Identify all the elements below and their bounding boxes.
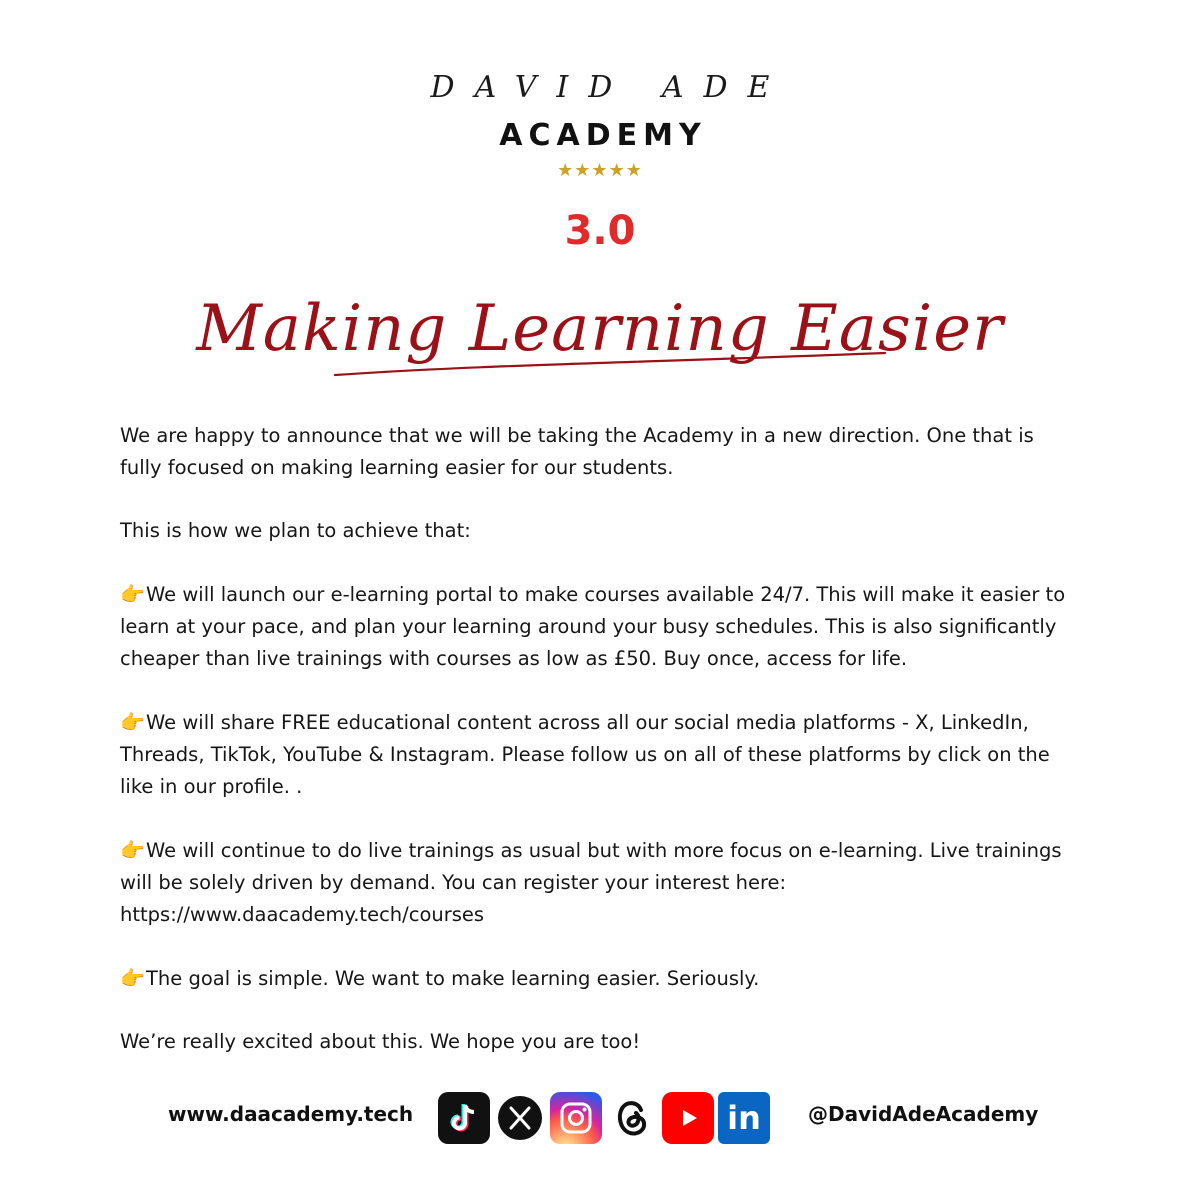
brand-name-academy: ACADEMY — [499, 118, 707, 153]
rating-stars: ★★★★★ — [557, 160, 643, 181]
bullet-text: The goal is simple. We want to make learning easier. Seriously. — [146, 967, 760, 990]
point-right-icon: 👉 — [120, 838, 145, 862]
linkedin-icon[interactable] — [718, 1092, 770, 1144]
announcement-body — [120, 420, 1080, 1089]
tagline-swoosh-decoration — [330, 345, 890, 385]
point-right-icon: 👉 — [120, 966, 145, 990]
point-right-icon: 👉 — [120, 582, 145, 606]
website-link[interactable]: www.daacademy.tech — [168, 1102, 414, 1126]
version-number: 3.0 — [564, 208, 636, 254]
linkedin-icon-text: in — [727, 1099, 761, 1137]
bullet-text: We will launch our e-learning portal to make courses available 24/7. This will make it easier to learn at your pace, and plan your learning around your busy schedules. This is also significantly cheaper than live trainings with courses as low as £50. Buy once, access for life. — [120, 583, 1066, 670]
bullet-item — [120, 578, 1080, 675]
intro-paragraph: We are happy to announce that we will be taking the Academy in a new direction. One that is fully focused on making learning easier for our students. — [120, 424, 1034, 479]
social-icons — [438, 1092, 770, 1144]
tiktok-icon[interactable] — [438, 1092, 490, 1144]
bullet-item — [120, 962, 1080, 995]
footer — [0, 1092, 1200, 1148]
brand-name-top: DAVID ADE — [430, 70, 790, 105]
bullet-text: We will share FREE educational content across all our social media platforms - X, LinkedIn, Threads, TikTok, YouTube & Instagram. Please follow us on all of these platforms by click on the like in our profile. . — [120, 711, 1050, 798]
x-icon[interactable] — [494, 1092, 546, 1144]
tagline: Making Learning Easier — [196, 292, 1004, 366]
point-right-icon: 👉 — [120, 710, 145, 734]
bullet-item — [120, 706, 1080, 803]
youtube-icon[interactable] — [662, 1092, 714, 1144]
social-handle[interactable]: @DavidAdeAcademy — [808, 1102, 1039, 1126]
plan-heading: This is how we plan to achieve that: — [120, 519, 471, 542]
threads-icon[interactable] — [606, 1092, 658, 1144]
bullet-text: We will continue to do live trainings as usual but with more focus on e-learning. Live trainings will be solely driven by demand. You can register your interest here: https://www.daacademy.tech/courses — [120, 839, 1062, 926]
bullet-item — [120, 834, 1080, 931]
instagram-icon[interactable] — [550, 1092, 602, 1144]
closing-paragraph: We’re really excited about this. We hope you are too! — [120, 1030, 641, 1053]
